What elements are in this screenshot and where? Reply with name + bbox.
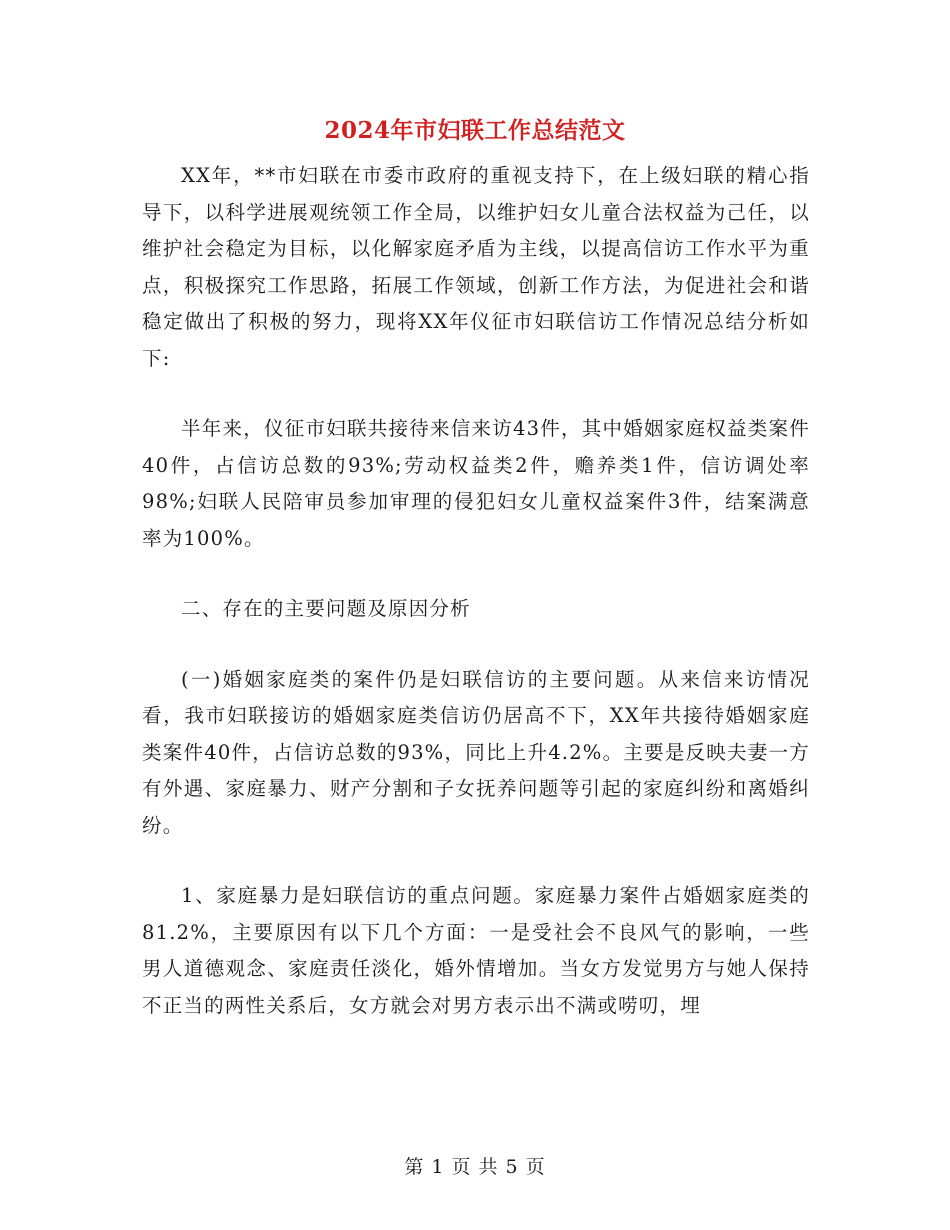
document-body	[142, 158, 810, 1058]
intro-paragraph: XX年，**市妇联在市委市政府的重视支持下，在上级妇联的精心指导下，以科学进展观统领工作全局，以维护妇女儿童合法权益为己任，以维护社会稳定为目标，以化解家庭矛盾为主线，以提高信访工作水平为重点，积极探究工作思路，拓展工作领域，创新工作方法，为促进社会和谐稳定做出了积极的努力，现将XX年仪征市妇联信访工作情况总结分析如下:	[142, 164, 810, 370]
document-title: 2024年市妇联工作总结范文	[324, 117, 626, 144]
statistics-paragraph: 半年来，仪征市妇联共接待来信来访43件，其中婚姻家庭权益类案件40件，占信访总数的93%;劳动权益类2件，赡养类1件，信访调处率98%;妇联人民陪审员参加审理的侵犯妇女儿童权益案件3件，结案满意率为100%。	[142, 417, 810, 550]
domestic-violence-paragraph: 1、家庭暴力是妇联信访的重点问题。家庭暴力案件占婚姻家庭类的81.2%，主要原因有以下几个方面：一是受社会不良风气的影响，一些男人道德观念、家庭责任淡化，婚外情增加。当女方发觉男方与她人保持不正当的两性关系后，女方就会对男方表示出不满或唠叨，埋	[142, 884, 810, 1017]
problem-paragraph: (一)婚姻家庭类的案件仍是妇联信访的主要问题。从来信来访情况看，我市妇联接访的婚姻家庭类信访仍居高不下，XX年共接待婚姻家庭类案件40件，占信访总数的93%，同比上升4.2%。主要是反映夫妻一方有外遇、家庭暴力、财产分割和子女抚养问题等引起的家庭纠纷和离婚纠纷。	[142, 667, 810, 837]
section-heading: 二、存在的主要问题及原因分析	[181, 597, 471, 620]
page-number: 第 1 页 共 5 页	[404, 1156, 546, 1178]
